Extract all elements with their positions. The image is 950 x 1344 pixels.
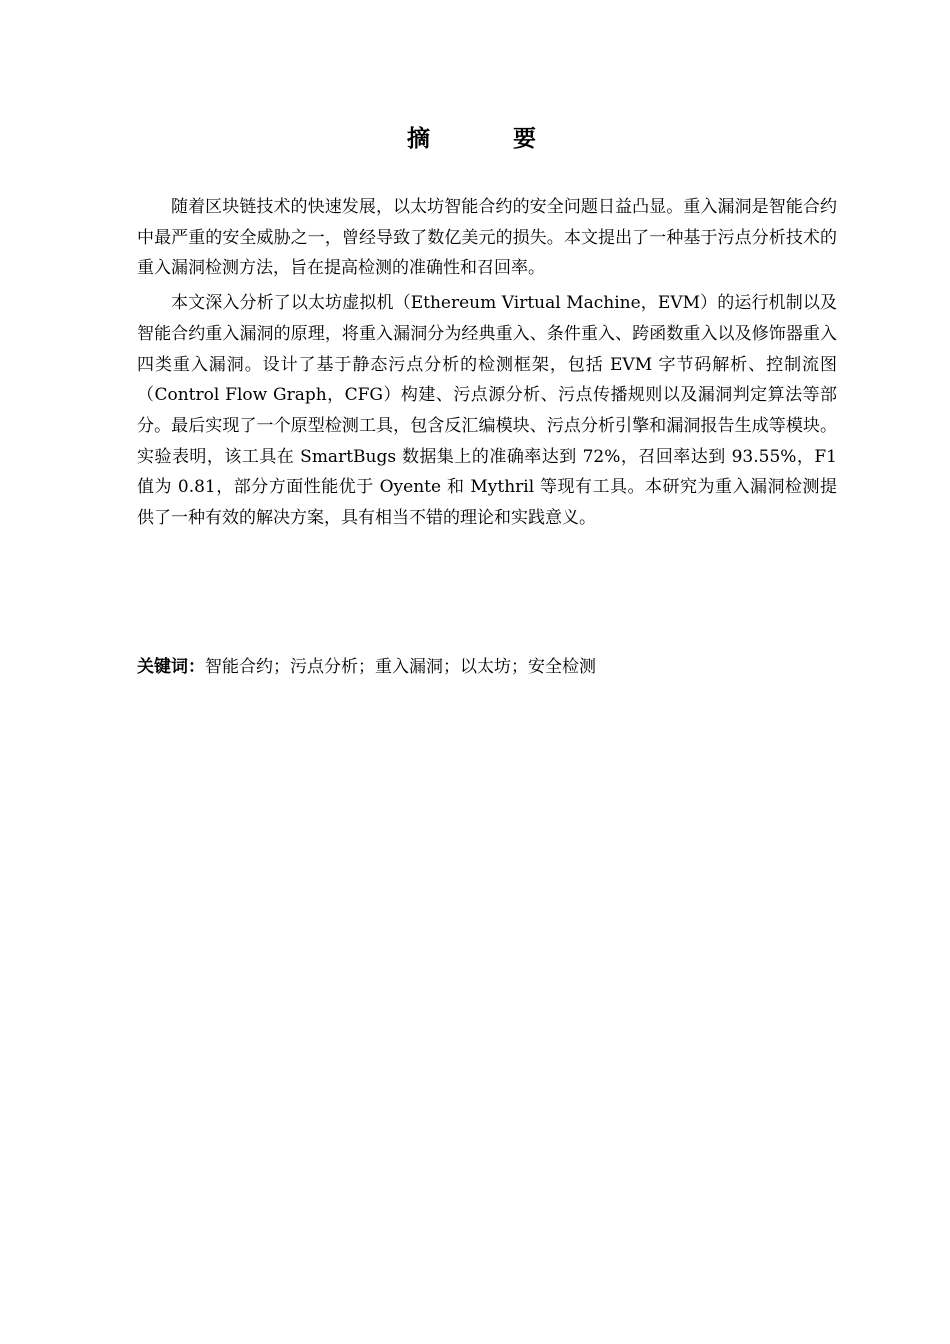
keywords-label: 关键词： [137,657,205,677]
abstract-body [137,192,837,538]
page-title: 摘 要 [407,126,566,152]
keywords-list: 智能合约；污点分析；重入漏洞；以太坊；安全检测 [205,657,596,677]
abstract-paragraph-1: 随着区块链技术的快速发展，以太坊智能合约的安全问题日益凸显。重入漏洞是智能合约中最严重的安全威胁之一，曾经导致了数亿美元的损失。本文提出了一种基于污点分析技术的重入漏洞检测方法，旨在提高检测的准确性和召回率。 [137,197,837,279]
keywords-line [137,653,837,681]
abstract-paragraph-2: 本文深入分析了以太坊虚拟机（Ethereum Virtual Machine，EVM）的运行机制以及智能合约重入漏洞的原理，将重入漏洞分为经典重入、条件重入、跨函数重入以及修饰器重入四类重入漏洞。设计了基于静态污点分析的检测框架，包括 EVM 字节码解析、控制流图（Control Flow Graph，CFG）构建、污点源分析、污点传播规则以及漏洞判定算法等部分。最后实现了一个原型检测工具，包含反汇编模块、污点分析引擎和漏洞报告生成等模块。实验表明，该工具在 SmartBugs 数据集上的准确率达到 72%，召回率达到 93.55%，F1 值为 0.81，部分方面性能优于 Oyente 和 Mythril 等现有工具。本研究为重入漏洞检测提供了一种有效的解决方案，具有相当不错的理论和实践意义。 [137,293,837,529]
